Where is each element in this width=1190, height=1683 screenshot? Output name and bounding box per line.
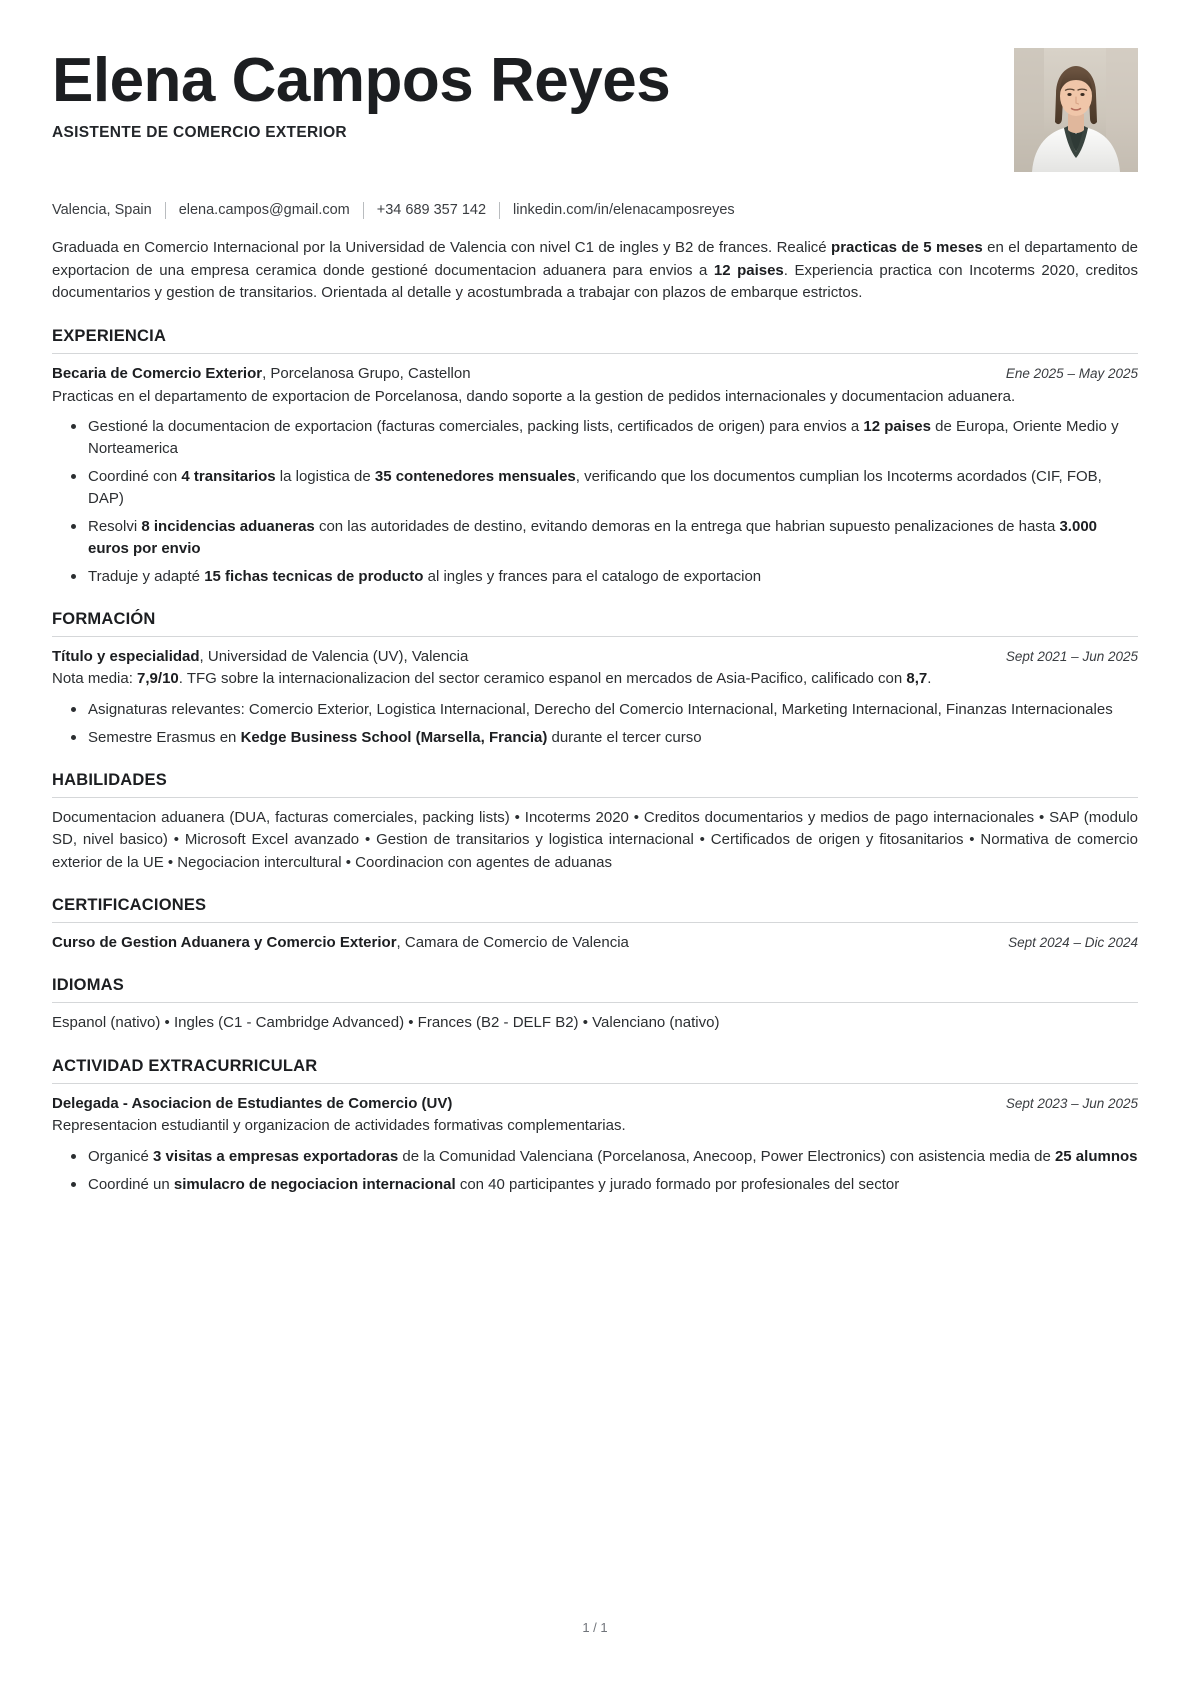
section-heading: CERTIFICACIONES — [52, 896, 207, 915]
entry-header-row — [52, 1093, 1138, 1115]
entry-description: Representacion estudiantil y organizacion de actividades formativas complementarias. — [52, 1117, 626, 1135]
entry-header-row — [52, 932, 1138, 954]
entry-description: Practicas en el departamento de exportacion de Porcelanosa, dando soporte a la gestion de pedidos internacionales y documentacion aduanera. — [52, 387, 1016, 405]
avatar — [1014, 48, 1138, 172]
entry-date: Sept 2024 – Dic 2024 — [1008, 935, 1138, 951]
entry-description — [52, 668, 1138, 690]
section-heading: HABILIDADES — [52, 770, 167, 789]
contact-divider — [363, 202, 364, 219]
bullet-text: Gestioné la documentacion de exportacion (facturas comerciales, packing lists, certificados de origen) para envios a — [88, 418, 864, 436]
list-item — [86, 1146, 1138, 1168]
entry-date: Sept 2021 – Jun 2025 — [1005, 648, 1138, 664]
job-title: ASISTENTE DE COMERCIO EXTERIOR — [52, 124, 347, 141]
languages-list: Espanol (nativo) • Ingles (C1 - Cambridge Advanced) • Frances (B2 - DELF B2) • Valenciano (nativo) — [52, 1014, 720, 1032]
education-bullet-list — [52, 699, 1138, 749]
bullet-text: de la Comunidad Valenciana (Porcelanosa, Anecoop, Power Electronics) con asistencia media de — [398, 1148, 1055, 1166]
certificate-name: Curso de Gestion Aduanera y Comercio Exterior — [52, 934, 397, 952]
entry-header-row — [52, 646, 1138, 668]
page-title: Elena Campos Reyes — [52, 46, 671, 115]
bullet-highlight: 3 visitas a empresas exportadoras — [153, 1148, 399, 1166]
thesis-grade: 8,7 — [906, 670, 928, 688]
bullet-highlight: 35 contenedores mensuales — [374, 468, 576, 486]
section-idiomas — [52, 976, 1138, 1035]
list-item — [86, 516, 1138, 560]
section-divider — [52, 922, 1138, 923]
entry-title — [52, 363, 471, 385]
entry-title — [52, 932, 629, 954]
entry-date: Ene 2025 – May 2025 — [1005, 365, 1138, 381]
bullet-text: Coordiné un — [88, 1176, 174, 1194]
bullet-highlight: 25 alumnos — [1054, 1148, 1138, 1166]
section-divider — [52, 636, 1138, 637]
section-certificaciones — [52, 896, 1138, 954]
contact-location: Valencia, Spain — [52, 202, 152, 218]
section-heading: EXPERIENCIA — [52, 326, 167, 345]
certification-entry — [52, 932, 1138, 954]
entry-company: , Porcelanosa Grupo, Castellon — [262, 364, 471, 382]
entry-title — [52, 1093, 452, 1115]
header-text-block — [52, 48, 990, 142]
list-item — [86, 699, 1138, 721]
section-divider — [52, 1083, 1138, 1084]
bullet-text: , verificando que los documentos cumplian los Incoterms acordados (CIF, FOB, DAP) — [88, 468, 1102, 508]
bullet-highlight: 4 transitarios — [181, 468, 276, 486]
bullet-text: con 40 participantes y jurado formado por profesionales del sector — [455, 1176, 900, 1194]
certificate-issuer: , Camara de Comercio de Valencia — [396, 934, 629, 952]
bullet-text: Organicé — [88, 1148, 154, 1166]
portrait-photo-icon — [1014, 48, 1138, 172]
summary-text: en el departamento de exportacion de una empresa ceramica donde gestioné documentacion aduanera para envios a — [52, 239, 1139, 279]
entry-title — [52, 646, 468, 668]
bullet-highlight: simulacro de negociacion internacional — [173, 1176, 456, 1194]
bullet-text: con las autoridades de destino, evitando demoras en la entrega que habrian supuesto penalizaciones de hasta — [314, 517, 1060, 535]
entry-header-row — [52, 363, 1138, 385]
bullet-text: al ingles y frances para el catalogo de exportacion — [423, 567, 762, 585]
section-heading: FORMACIÓN — [52, 609, 156, 628]
entry-role: Becaria de Comercio Exterior — [52, 364, 263, 382]
bullet-text: Resolvi — [88, 517, 142, 535]
extracurricular-entry — [52, 1093, 1138, 1196]
section-divider — [52, 353, 1138, 354]
list-item — [86, 466, 1138, 510]
experience-bullet-list — [52, 416, 1138, 587]
resume-header — [52, 48, 1138, 172]
contact-divider — [165, 202, 166, 219]
summary-text: Graduada en Comercio Internacional por la Universidad de Valencia con nivel C1 de ingles y B2 de frances. Realicé — [52, 239, 832, 257]
section-extracurricular — [52, 1057, 1138, 1196]
summary-highlight-2: 12 paises — [713, 261, 784, 279]
entry-degree: Título y especialidad — [52, 647, 200, 665]
experience-entry — [52, 363, 1138, 588]
bullet-highlight: 12 paises — [863, 418, 931, 436]
extracurricular-bullet-list — [52, 1146, 1138, 1196]
bullet-highlight: 8 incidencias aduaneras — [141, 517, 315, 535]
section-habilidades — [52, 771, 1138, 875]
section-formacion — [52, 610, 1138, 749]
education-entry — [52, 646, 1138, 749]
bullet-text: Coordiné con — [88, 468, 182, 486]
bullet-text: la logistica de — [275, 468, 375, 486]
contact-email[interactable]: elena.campos@gmail.com — [178, 202, 350, 218]
entry-date: Sept 2023 – Jun 2025 — [1005, 1095, 1138, 1111]
grade-value: 7,9/10 — [137, 670, 179, 688]
bullet-text: Asignaturas relevantes: Comercio Exterior, Logistica Internacional, Derecho del Comercio Internacional, Marketing Internacional, Finanzas Internacionales — [88, 701, 1113, 719]
professional-summary — [52, 237, 1138, 305]
section-heading: ACTIVIDAD EXTRACURRICULAR — [52, 1056, 318, 1075]
page-indicator: 1 / 1 — [582, 1620, 608, 1635]
bullet-text: de Europa, Oriente Medio y Norteamerica — [88, 418, 1119, 458]
bullet-text: Semestre Erasmus en — [88, 729, 241, 747]
bullet-highlight: 3.000 euros por envio — [88, 517, 1098, 557]
bullet-text: durante el tercer curso — [547, 729, 702, 747]
section-experiencia — [52, 327, 1138, 588]
list-item — [86, 416, 1138, 460]
section-heading: IDIOMAS — [52, 976, 124, 995]
list-item — [86, 566, 1138, 588]
grade-label: Nota media: — [52, 670, 138, 688]
bullet-highlight: 15 fichas tecnicas de producto — [204, 567, 424, 585]
entry-role: Delegada - Asociacion de Estudiantes de Comercio (UV) — [52, 1094, 453, 1112]
section-divider — [52, 1002, 1138, 1003]
skills-list: Documentacion aduanera (DUA, facturas comerciales, packing lists) • Incoterms 2020 • Creditos documentarios y medios de pago internacionales • SAP (modulo SD, nivel basico) • Microsoft Excel avanzado • Gestion de transitarios y logistica internacional • Certificados de origen y fitosanitarios • Normativa de comercio exterior de la UE • Negociacion intercultural • Coordinacion con agentes de aduanas — [52, 808, 1138, 871]
list-item — [86, 727, 1138, 749]
contact-divider — [499, 202, 500, 219]
summary-text: . Experiencia practica con Incoterms 2020, creditos documentarios y gestion de transitarios. Orientada al detalle y acostumbrada a trabajar con plazos de embarque estrictos. — [52, 261, 1139, 302]
thesis-text: . — [927, 670, 932, 688]
list-item — [86, 1174, 1138, 1196]
summary-highlight-1: practicas de 5 meses — [831, 239, 983, 257]
bullet-highlight: Kedge Business School (Marsella, Francia) — [240, 729, 548, 747]
contact-phone[interactable]: +34 689 357 142 — [376, 202, 487, 218]
bullet-text: Traduje y adapté — [88, 567, 205, 585]
thesis-text: . TFG sobre la internacionalizacion del sector ceramico espanol en mercados de Asia-Pacifico, calificado con — [178, 670, 907, 688]
contact-linkedin[interactable]: linkedin.com/in/elenacamposreyes — [513, 202, 735, 218]
contact-bar — [52, 202, 1138, 219]
section-divider — [52, 797, 1138, 798]
entry-school: , Universidad de Valencia (UV), Valencia — [199, 647, 469, 665]
